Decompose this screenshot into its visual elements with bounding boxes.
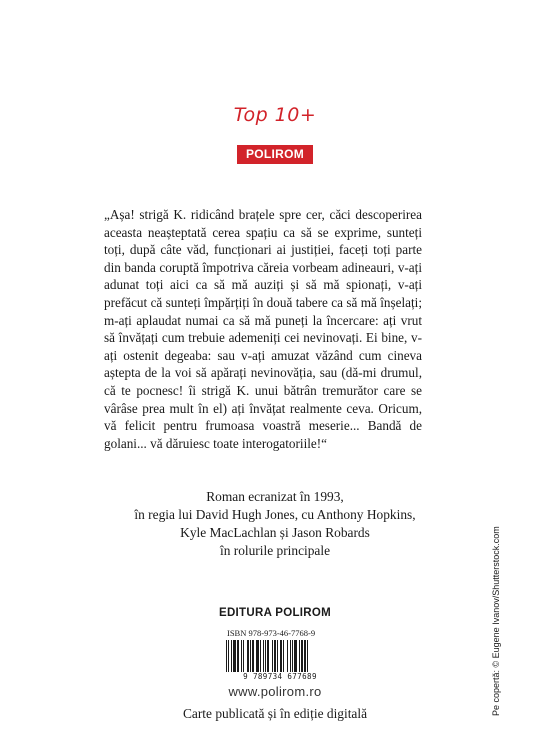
isbn-label: ISBN 978-973-46-7768-9 [227, 628, 316, 638]
barcode-bar [265, 640, 266, 672]
barcode-bar [283, 640, 284, 672]
barcode-bar [250, 640, 251, 672]
digital-edition-note: Carte publicată și în ediție digitală [182, 706, 368, 721]
barcode-bar [307, 640, 308, 672]
barcode-bar [294, 640, 297, 672]
barcode-bar [241, 640, 242, 672]
barcode-bar [231, 640, 232, 672]
series-mark-top10: Top 10+ [233, 104, 317, 126]
barcode-bar [247, 640, 249, 672]
publisher-badge: POLIROM [237, 145, 313, 164]
barcode-bar [252, 640, 254, 672]
barcode-bar [277, 640, 278, 672]
barcode-bar [226, 640, 227, 672]
film-note-line: Roman ecranizat în 1993, [206, 489, 344, 504]
film-note-line: Kyle MacLachlan și Jason Robards [180, 525, 370, 540]
cover-photo-credit: Pe copertă: © Eugene Ivanov/Shutterstock.com [491, 526, 501, 716]
publisher-name: EDITURA POLIROM [218, 607, 332, 619]
barcode-bar [280, 640, 282, 672]
barcode-bar [301, 640, 303, 672]
barcode-bar [287, 640, 288, 672]
barcode-bar [290, 640, 291, 672]
barcode-bar [267, 640, 269, 672]
barcode-icon [226, 640, 334, 672]
publisher-website: www.polirom.ro [228, 684, 322, 699]
barcode-bar [243, 640, 244, 672]
film-note-line: în rolurile principale [219, 543, 331, 558]
barcode-bar [274, 640, 276, 672]
barcode-bar [292, 640, 293, 672]
barcode-bar [228, 640, 229, 672]
barcode-bar [233, 640, 236, 672]
back-cover-quote: „Așa! strigă K. ridicând brațele spre cer, căci descoperirea aceasta neașteptată cerea spațiu ca să se exprime, sunteți toți, după câte văd, funcționari ai justiției, faceți toți parte din banda coruptă împotriva căreia vorbeam adineauri, v-ați adunat toți aici ca să mă auziți și să mă spionați, v-ați prefăcut că sunteți împărțiți în două tabere ca să mă înșelați; m-ați aplaudat numai ca să mă puneți la încercare: ați vrut să învățați cum trebuie ademeniți cei nevinovați. Ei bine, v-ați ostenit degeaba: sau v-ați amuzat văzând cum cineva aștepta de la voi să apărați nevinovăția, sau (dă-mi drumul, că te pocnesc! îi strigă K. unui bătrân tremurător care se vârâse prea mult în el) ați învățat realmente ceva. Oricum, vă felicit pentru frumoasa voastră meserie... Bandă de golani... vă dăruiesc toate interogatoriile!“ [104, 207, 422, 451]
barcode-bar [237, 640, 239, 672]
barcode-bar [272, 640, 273, 672]
barcode-bar [263, 640, 264, 672]
film-note-line: în regia lui David Hugh Jones, cu Anthony Hopkins, [134, 507, 416, 522]
barcode-digits: 9 789734 677689 [243, 672, 317, 681]
film-adaptation-note [104, 488, 446, 560]
barcode-bar [299, 640, 300, 672]
barcode-bar [260, 640, 261, 672]
barcode-bar [304, 640, 306, 672]
barcode-bar [256, 640, 259, 672]
